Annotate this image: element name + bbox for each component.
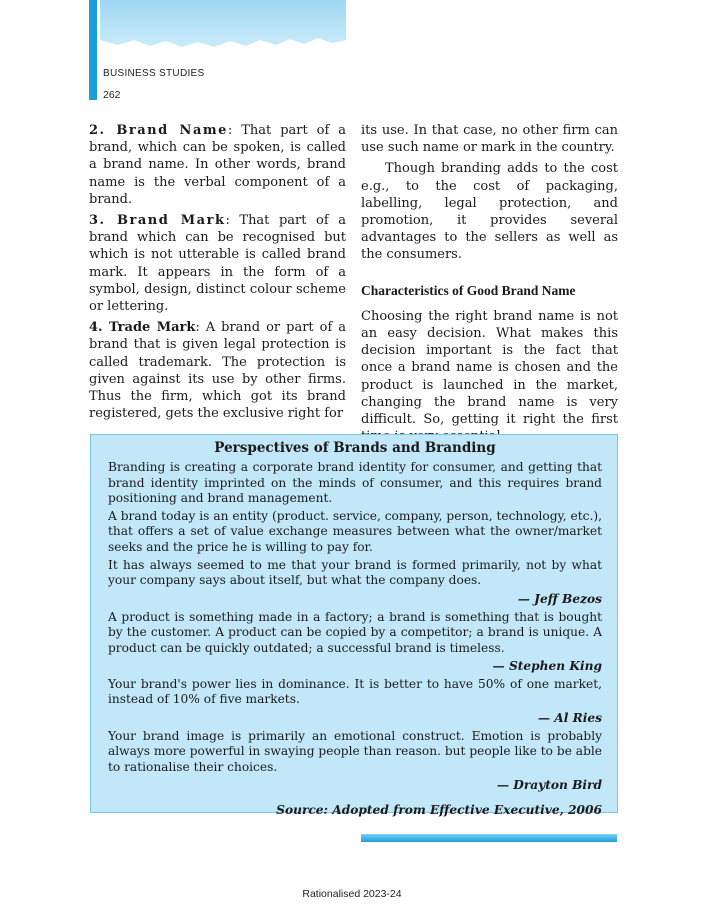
trade-mark-term: 4. Trade Mark — [89, 320, 196, 336]
quote-king: A product is something made in a factory; a brand is something that is bought by the customer. A product can be copied by a competitor; a brand is unique. A product can be quickly outdated; a successful brand is timeless. — [108, 609, 602, 655]
quote-ries: Your brand's power lies in dominance. It is better to have 50% of one market, instead of 10% of five markets. — [108, 677, 602, 707]
continuation-paragraph: its use. In that case, no other firm can use such name or mark in the country. — [361, 123, 618, 156]
brand-name-definition: : That part of a brand, which can be spoken, is called a brand name. In other words, brand name is the verbal component of a brand. — [89, 123, 347, 207]
perspectives-box — [90, 434, 618, 818]
quote-author-bird: — Drayton Bird — [496, 777, 602, 792]
box-source: Source: Adopted from Effective Executive, 2006 — [276, 803, 602, 818]
advantages-paragraph: Though branding adds to the cost e.g., to the cost of packaging, labelling, legal protection, and promotion, it provides several advantages to the sellers as well as the consumers. — [361, 161, 618, 263]
box-paragraph-branding: Branding is creating a corporate brand identity for consumer, and getting that brand identity imprinted on the minds of consumer, and this requires brand positioning and brand management. — [108, 460, 602, 505]
box-title: Perspectives of Brands and Branding — [214, 440, 496, 456]
page-number: 262 — [103, 89, 121, 101]
section-heading: Characteristics of Good Brand Name — [361, 282, 576, 298]
footer-text: Rationalised 2023-24 — [302, 888, 402, 900]
brand-name-term: 2. Brand Name — [89, 123, 228, 138]
quote-author-ries: — Al Ries — [537, 710, 602, 725]
bottom-accent-bar — [361, 834, 617, 842]
right-column — [361, 122, 618, 449]
quote-author-bezos: — Jeff Bezos — [517, 591, 602, 606]
section-label: BUSINESS STUDIES — [103, 68, 205, 79]
left-column — [89, 122, 346, 426]
quote-bird: Your brand image is primarily an emotional construct. Emotion is probably always more powerful in swaying people than reason. but people like to be able to rationalise their choices. — [108, 729, 602, 774]
brand-name-paragraph — [89, 122, 346, 208]
trade-mark-paragraph — [89, 319, 346, 422]
box-paragraph-brand-entity: A brand today is an entity (product. service, company, person, technology, etc.), that offers a set of value exchange measures between what the owner/market seeks and the price he is willing to pay for. — [108, 509, 602, 554]
quote-bezos: It has always seemed to me that your brand is formed primarily, not by what your company says about itself, but what the company does. — [108, 558, 602, 588]
brand-name-intro-paragraph: Choosing the right brand name is not an easy decision. What makes this decision important is the fact that once a brand name is chosen and the product is launched in the market, changing the brand name is very difficult. So, getting it right the first — [361, 308, 618, 428]
quote-author-king: — Stephen King — [492, 658, 602, 673]
trade-mark-definition: : A brand or part of a brand that is given legal protection is called trademark. The protection is given against its use by other firms. Thus the firm, which got its brand registered, gets the exclusive right for — [89, 320, 347, 422]
brand-mark-paragraph — [89, 212, 346, 315]
brand-mark-term: 3. Brand Mark — [89, 213, 226, 229]
header-accent-bar — [89, 0, 97, 100]
header-banner-decoration — [100, 0, 346, 50]
brand-mark-definition: : That part of a brand which can be recognised but which is not utterable is called brand mark. It appears in the form of a symbol, design, distinct colour scheme or lettering. — [89, 213, 346, 315]
